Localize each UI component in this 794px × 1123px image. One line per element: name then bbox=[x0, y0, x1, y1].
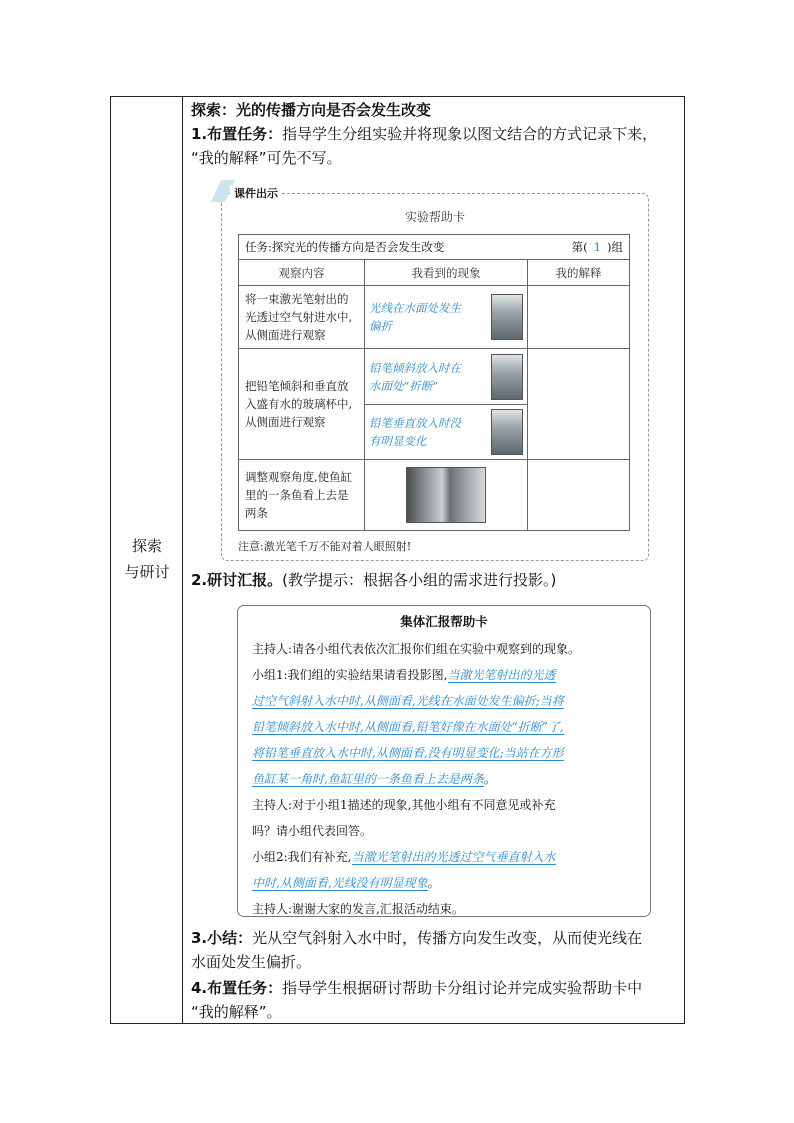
card-line bbox=[252, 714, 640, 740]
table-row bbox=[239, 460, 630, 531]
task1-line1: 1.布置任务：指导学生分组实验并将现象以图文结合的方式记录下来， bbox=[191, 125, 658, 143]
task-row bbox=[239, 235, 630, 260]
observe-content: 调整观察角度,使鱼缸里的一条鱼看上去是两条 bbox=[239, 460, 365, 531]
courseware-tag: 课件出示 bbox=[230, 185, 282, 201]
task-text: 任务:探究光的传播方向是否会发生改变 bbox=[245, 240, 445, 254]
lesson-table bbox=[110, 96, 685, 1024]
card-line bbox=[252, 818, 640, 844]
observe-content: 将一束激光笔射出的光透过空气射进水中,从侧面进行观察 bbox=[239, 286, 365, 349]
laser-water-photo bbox=[491, 294, 523, 340]
explanation-cell bbox=[528, 286, 630, 349]
card-body bbox=[252, 636, 640, 922]
card-plain-text: 小组2:我们有补充, bbox=[252, 850, 352, 864]
card-line bbox=[252, 636, 640, 662]
task4-line1: 4.布置任务：指导学生根据研讨帮助卡分组讨论并完成实验帮助卡中 bbox=[191, 979, 643, 997]
explanation-cell bbox=[528, 460, 630, 531]
task1-line2: “我的解释”可先不写。 bbox=[191, 149, 342, 167]
phenomenon-text: 光线在水面处发生偏折 bbox=[369, 301, 461, 333]
card-title: 集体汇报帮助卡 bbox=[400, 614, 488, 629]
card-line bbox=[252, 792, 640, 818]
explanation-cell bbox=[528, 349, 630, 460]
section-column bbox=[111, 97, 183, 1023]
fish-tank-photo bbox=[406, 467, 486, 523]
summary-line1: 3.小结：光从空气斜射入水中时，传播方向发生改变，从而使光线在 bbox=[191, 929, 643, 947]
card-line bbox=[252, 896, 640, 922]
table-row bbox=[239, 349, 630, 405]
card-plain-text: 主持人:谢谢大家的发言,汇报活动结束。 bbox=[252, 902, 464, 916]
card-tail-text: 。 bbox=[427, 876, 440, 890]
section-label: 探索 与研讨 bbox=[124, 537, 170, 581]
card-answer-text: 过空气斜射入水中时,从侧面看,光线在水面处发生偏折;当将 bbox=[252, 694, 564, 708]
explore-title: 探索：光的传播方向是否会发生改变 bbox=[191, 101, 432, 119]
card-line bbox=[252, 766, 640, 792]
phenomenon-text: 铅笔倾斜放入时在水面处“折断” bbox=[369, 360, 461, 393]
header-cell: 我的解释 bbox=[528, 260, 630, 286]
card-plain-text: 主持人:对于小组1描述的现象,其他小组有不同意见或补充 bbox=[252, 798, 556, 812]
group-number: 第( 1 )组 bbox=[571, 240, 623, 254]
table-row bbox=[239, 286, 630, 349]
courseware-box bbox=[221, 187, 649, 561]
card-answer-text: 当激光笔射出的光透过空气垂直射入水 bbox=[351, 850, 556, 864]
card-plain-text: 吗？请小组代表回答。 bbox=[252, 824, 373, 838]
safety-note: 注意:激光笔千万不能对着人眼照射! bbox=[238, 540, 412, 553]
card-line bbox=[252, 740, 640, 766]
card-line bbox=[252, 688, 640, 714]
summary-help-card bbox=[237, 605, 651, 917]
card-plain-text: 主持人:请各小组代表依次汇报你们组在实验中观察到的现象。 bbox=[252, 642, 581, 656]
header-cell: 我看到的现象 bbox=[365, 260, 528, 286]
task4-line2: “我的解释”。 bbox=[191, 1003, 282, 1021]
vertical-pencil-photo bbox=[491, 409, 523, 455]
report-line: 2.研讨汇报。(教学提示：根据各小组的需求进行投影。) bbox=[191, 571, 557, 589]
card-answer-text: 铅笔倾斜放入水中时,从侧面看,铅笔好像在水面处“折断”了, bbox=[252, 720, 564, 734]
card-plain-text: 小组1:我们组的实验结果请看投影图, bbox=[252, 668, 448, 682]
phenomenon-text: 铅笔垂直放入时没有明显变化 bbox=[369, 416, 461, 448]
card-answer-text: 中时,从侧面看,光线没有明显现象 bbox=[252, 876, 428, 890]
header-row bbox=[239, 260, 630, 286]
card-tail-text: 。 bbox=[483, 772, 496, 786]
experiment-help-table bbox=[238, 234, 630, 531]
card-answer-text: 将铅笔垂直放入水中时,从侧面看,没有明显变化;当站在方形 bbox=[252, 746, 564, 760]
observe-content: 把铅笔倾斜和垂直放入盛有水的玻璃杯中,从侧面进行观察 bbox=[239, 349, 365, 460]
tilted-pencil-photo bbox=[491, 354, 523, 400]
card-answer-text: 当激光笔射出的光透 bbox=[447, 668, 556, 682]
card-line bbox=[252, 844, 640, 870]
card-line bbox=[252, 870, 640, 896]
summary-line2: 水面处发生偏折。 bbox=[191, 953, 312, 971]
help-card-title: 实验帮助卡 bbox=[404, 210, 465, 224]
card-answer-text: 鱼缸某一角时,鱼缸里的一条鱼看上去是两条 bbox=[252, 772, 484, 786]
card-line bbox=[252, 662, 640, 688]
header-cell: 观察内容 bbox=[239, 260, 365, 286]
